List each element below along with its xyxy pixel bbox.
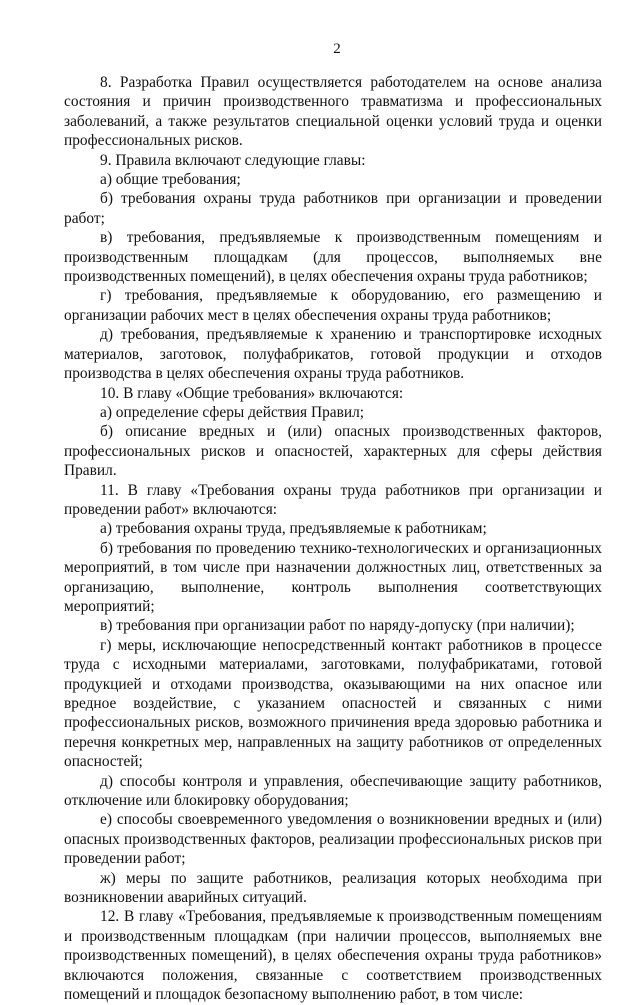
list-item-11b: б) требования по проведению технико-технологических и организационных мероприятий, в том числе при назначении должностных лиц, ответственных за организацию, выполнение, контроль выполнения соответствующих мероприятий; — [64, 539, 602, 615]
paragraph-11: 11. В главу «Требования охраны труда работников при организации и проведении работ» включаются: — [64, 481, 602, 518]
list-item-10a: а) определение сферы действия Правил; — [100, 403, 365, 421]
list-item-11g: г) меры, исключающие непосредственный контакт работников в процессе труда с исходными материалами, заготовками, полуфабрикатами, готовой продукцией и отходами производства, оказывающими на них опасное или вредное воздействие, с указанием опасностей и связанных с ними профессиональных рисков, возможного причинения вреда здоровью работника и перечня конкретных мер, направленных на защиту работников от определенных опасностей; — [64, 636, 602, 771]
list-item-9g: г) требования, предъявляемые к оборудованию, его размещению и организации рабочих мест в целях обеспечения охраны труда работников; — [64, 287, 602, 324]
paragraph-8: 8. Разработка Правил осуществляется работодателем на основе анализа состояния и причин производственного травматизма и профессиональных заболеваний, а также результатов специальной оценки условий труда и оценки профессиональных рисков. — [64, 74, 602, 150]
list-item-11v: в) требования при организации работ по наряду-допуску (при наличии); — [100, 617, 575, 635]
paragraph-10: 10. В главу «Общие требования» включаются: — [100, 384, 404, 402]
list-item-9d: д) требования, предъявляемые к хранению и транспортировке исходных материалов, заготовок, полуфабрикатов, готовой продукции и отходов производства в целях обеспечения охраны труда работников. — [64, 326, 602, 383]
list-item-11d: д) способы контроля и управления, обеспечивающие защиту работников, отключение или блокировку оборудования; — [64, 772, 602, 810]
list-item-9a: а) общие требования; — [100, 171, 241, 189]
list-item-9v: в) требования, предъявляемые к производственным помещениям и производственным площадкам (для процессов, выполняемых вне производственных помещений), в целях обеспечения охраны труда работников; — [64, 229, 602, 286]
page-number: 2 — [333, 41, 341, 57]
list-item-9b: б) требования охраны труда работников при организации и проведении работ; — [64, 190, 602, 227]
document-body — [64, 73, 602, 1005]
paragraph-12: 12. В главу «Требования, предъявляемые к производственным помещениям и производственным площадкам (при наличии процессов, выполняемых вне производственных помещений), в целях обеспечения охраны труда работников» включаются положения, связанные с соответствием производственных помещений и площадок безопасному выполнению работ, в том числе: — [64, 908, 602, 1004]
paragraph-9: 9. Правила включают следующие главы: — [100, 151, 366, 169]
list-item-10b: б) описание вредных и (или) опасных производственных факторов, профессиональных рисков и опасностей, характерных для сферы действия Правил. — [64, 423, 602, 480]
list-item-11e: е) способы своевременного уведомления о возникновении вредных и (или) опасных производственных факторов, реализации профессиональных рисков при проведении работ; — [64, 811, 602, 868]
list-item-11zh: ж) меры по защите работников, реализация которых необходима при возникновении аварийных ситуаций. — [64, 869, 602, 907]
list-item-11a: а) требования охраны труда, предъявляемые к работникам; — [100, 520, 487, 538]
